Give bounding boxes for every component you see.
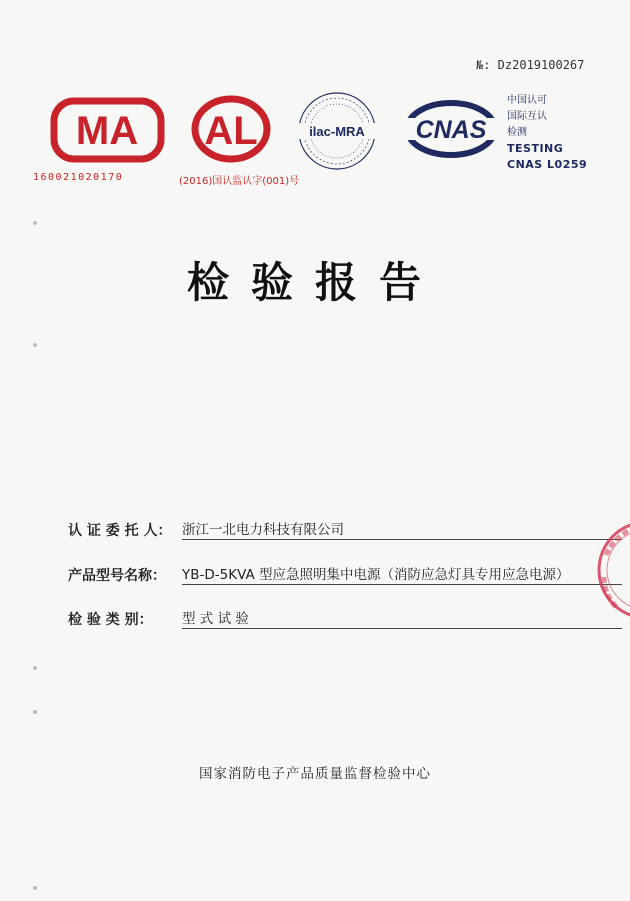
cma-logo	[50, 95, 165, 165]
field-test-type-value: 型 式 试 验	[182, 607, 622, 629]
report-title: 检验报告	[186, 258, 443, 307]
field-client-label: 认 证 委 托 人：	[68, 523, 172, 539]
punch-hole	[33, 710, 37, 714]
field-product-label: 产品型号名称：	[68, 568, 166, 584]
report-number: №: Dz2019100267	[476, 58, 585, 72]
cnas-testing: TESTING	[507, 142, 564, 155]
cal-code: (2016)国认监认字(001)号	[179, 176, 300, 187]
field-client	[68, 518, 622, 540]
cnas-line-3: 检测	[507, 127, 527, 138]
punch-hole	[33, 666, 37, 670]
svg-text:MA: MA	[75, 109, 139, 153]
cma-code: 160021020170	[33, 172, 124, 183]
cal-logo	[190, 94, 272, 164]
ilac-label: ilac-MRA	[309, 124, 365, 139]
cnas-line-1: 中国认可	[507, 95, 547, 106]
field-test-type	[68, 607, 622, 629]
cnas-accreditation-text	[507, 93, 587, 173]
punch-hole	[33, 343, 37, 347]
field-product	[68, 563, 622, 585]
punch-hole	[33, 221, 37, 225]
field-product-value: YB-D-5KVA 型应急照明集中电源（消防应急灯具专用应急电源）	[182, 563, 622, 585]
field-client-value: 浙江一北电力科技有限公司	[182, 518, 622, 540]
issuing-organization: 国家消防电子产品质量监督检验中心	[199, 766, 431, 782]
cnas-logo	[400, 98, 502, 160]
official-seal	[592, 515, 630, 625]
ilac-mra-logo	[296, 90, 378, 172]
punch-hole	[33, 886, 37, 890]
cnas-label: CNAS	[415, 116, 487, 144]
cnas-line-2: 国际互认	[507, 111, 547, 122]
svg-text:AL: AL	[204, 109, 258, 153]
cnas-code: CNAS L0259	[507, 158, 588, 171]
field-test-type-label: 检 验 类 别：	[68, 612, 153, 628]
